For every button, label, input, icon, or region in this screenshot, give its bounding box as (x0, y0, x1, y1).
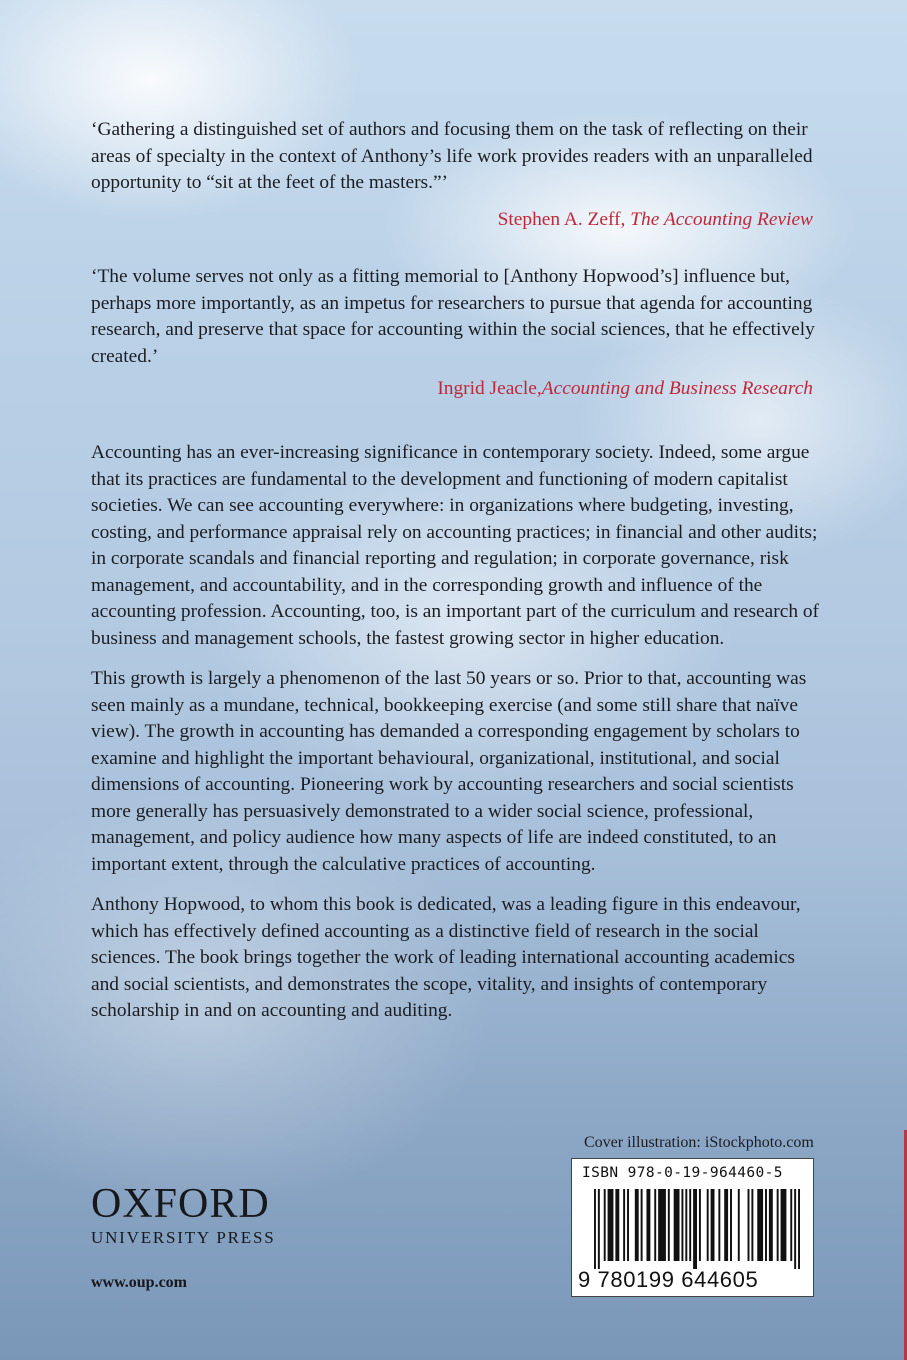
review-source: Accounting and Business Research (541, 378, 813, 399)
barcode-bar (718, 1189, 720, 1261)
isbn-barcode (571, 1158, 814, 1297)
barcode-bar (724, 1189, 728, 1261)
barcode-bar (615, 1189, 619, 1261)
blurb (91, 440, 823, 1039)
barcode-bar (635, 1189, 639, 1261)
barcode-bar (681, 1189, 683, 1261)
isbn-label: ISBN 978-0-19-964460-5 (582, 1165, 783, 1181)
publisher-website: www.oup.com (91, 1274, 188, 1291)
review-quote-zeff: ‘Gathering a distinguished set of authors and focusing them on the task of reflecting on their areas of specialty in the context of Anthony’s life work provides readers with an unparalleled opportunity to “sit at the feet of the masters.”’ (91, 119, 813, 193)
barcode-bar (781, 1189, 787, 1261)
barcode-bar (751, 1189, 753, 1261)
barcode-bar (730, 1189, 732, 1261)
review-quote-jeacle: ‘The volume serves not only as a fitting memorial to [Anthony Hopwood’s] influence but, perhaps more importantly, as an impetus for researchers to pursue that agenda for accounting research, and preserve that space for accounting within the social sciences, that he effectively created.’ (91, 266, 815, 367)
barcode-bar (777, 1189, 779, 1261)
isbn-number: 9 780199 644605 (578, 1267, 759, 1292)
barcode-bar (685, 1189, 687, 1261)
reviewer-name: Ingrid Jeacle, (437, 378, 542, 399)
barcode-bar (798, 1189, 800, 1269)
cover-credit: Cover illustration: iStockphoto.com (584, 1134, 814, 1151)
barcode-bars (594, 1189, 800, 1269)
publisher-name: OXFORD (91, 1181, 270, 1227)
barcode-bar (604, 1189, 606, 1261)
barcode-bar (646, 1189, 650, 1261)
review-attribution-zeff (498, 209, 813, 231)
blurb-paragraph: Accounting has an ever-increasing significance in contemporary society. Indeed, some argue that its practices are fundamental to the development and functioning of modern capitalist societies. We can see accounting everywhere: in organizations where budgeting, investing, costing, and performance appraisal rely on accounting practices; in financial and other audits; in corporate scandals and financial reporting and regulation; in corporate governance, risk management, and accountability, and in the corresponding growth and influence of the accounting profession. Accounting, too, is an important part of the curriculum and research of business and management schools, the fastest growing sector in higher education. (91, 442, 820, 649)
barcode-bar (658, 1189, 666, 1261)
barcode-bar (757, 1189, 763, 1261)
barcode-bar (769, 1189, 773, 1261)
reviewer-name: Stephen A. Zeff, (497, 209, 626, 230)
barcode-bar (693, 1189, 697, 1269)
barcode-bar (794, 1189, 796, 1269)
publisher-logo (91, 1183, 276, 1248)
barcode-bar (699, 1189, 701, 1261)
review-source: The Accounting Review (630, 209, 813, 230)
barcode-bar (598, 1189, 600, 1269)
barcode-bar (674, 1189, 680, 1261)
blurb-paragraph: Anthony Hopwood, to whom this book is dedicated, was a leading figure in this endeavour, which has effectively defined accounting as a distinctive field of research in the social sciences. The book brings together the work of leading international accounting academics and social scientists, and demonstrates the scope, vitality, and insights of contemporary scholarship in and on accounting and auditing. (91, 894, 801, 1021)
barcode-bar (668, 1189, 670, 1261)
barcode-bar (627, 1189, 629, 1261)
barcode-bar (623, 1189, 625, 1261)
barcode-bar (594, 1189, 596, 1269)
barcode-bar (765, 1189, 767, 1261)
barcode-bar (738, 1189, 740, 1261)
barcode-bar (711, 1189, 715, 1261)
barcode-bar (608, 1189, 614, 1261)
barcode-bar (790, 1189, 792, 1261)
blurb-paragraph: This growth is largely a phenomenon of the last 50 years or so. Prior to that, accounting was seen mainly as a mundane, technical, bookkeeping exercise (and some still share that naïve view). The growth in accounting has demanded a corresponding engagement by scholars to examine and highlight the important behavioural, organizational, institutional, and social dimensions of accounting. Pioneering work by accounting researchers and social scientists more generally has persuasively demonstrated to a wider social science, professional, management, and policy audience how many aspects of life are indeed constituted, to an important extent, through the calculative practices of accounting. (91, 668, 807, 875)
barcode-bar (641, 1189, 643, 1261)
barcode-bar (707, 1189, 709, 1261)
barcode-bar (748, 1189, 750, 1261)
publisher-press: UNIVERSITY PRESS (91, 1228, 276, 1247)
review-attribution-jeacle (437, 378, 813, 400)
barcode-bar (689, 1189, 691, 1261)
barcode-bar (654, 1189, 656, 1261)
